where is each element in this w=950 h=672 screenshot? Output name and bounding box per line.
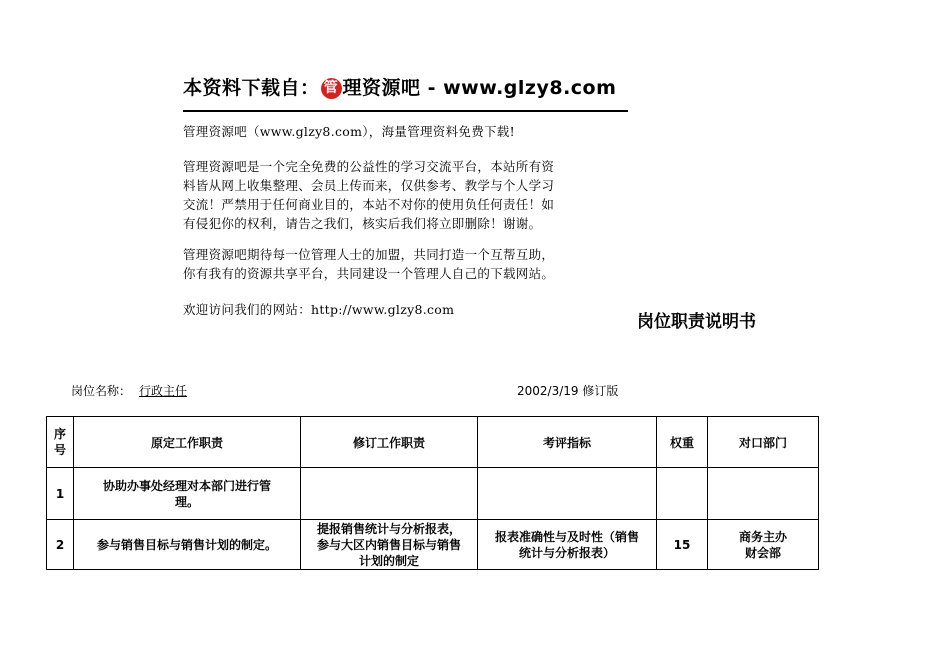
header-revised-duties: 修订工作职责	[301, 417, 478, 468]
intro-paragraph-4	[183, 300, 633, 319]
row-dept	[708, 468, 819, 520]
intro-line: 有侵犯你的权利，请告之我们，核实后我们将立即删除！谢谢。	[183, 216, 542, 231]
intro-website-line: 欢迎访问我们的网站：http://www.glzy8.com	[183, 302, 455, 317]
header-weight: 权重	[657, 417, 708, 468]
intro-line: 管理资源吧（www.glzy8.com），海量管理资料免费下载!	[183, 124, 515, 139]
intro-line: 管理资源吧是一个完全免费的公益性的学习交流平台，本站所有资	[183, 159, 555, 174]
banner-divider	[183, 110, 628, 112]
row-weight: 15	[657, 520, 708, 570]
row-no: 2	[47, 520, 74, 570]
row-revised-duty	[301, 468, 478, 520]
revision-label: 2002/3/19 修订版	[517, 384, 619, 398]
intro-line: 你有我有的资源共享平台，共同建设一个管理人自己的下载网站。	[183, 266, 555, 281]
intro-paragraph-2	[183, 157, 633, 233]
position-value: 行政主任	[139, 384, 188, 398]
header-kpi: 考评指标	[478, 417, 657, 468]
row-kpi	[478, 468, 657, 520]
intro-line: 料皆从网上收集整理、会员上传而来，仅供参考、教学与个人学习	[183, 178, 555, 193]
table-header-row	[47, 417, 819, 468]
document-title: 岗位职责说明书	[637, 312, 756, 332]
header-no: 序 号	[47, 417, 74, 468]
position-name-row	[71, 382, 199, 399]
row-dept: 商务主办 财会部	[708, 520, 819, 570]
intro-line: 交流！严禁用于任何商业目的，本站不对你的使用负任何责任！如	[183, 197, 555, 212]
row-original-duty: 参与销售目标与销售计划的制定。	[74, 520, 301, 570]
intro-line: 管理资源吧期待每一位管理人士的加盟，共同打造一个互帮互助，	[183, 247, 555, 262]
intro-paragraph-1	[183, 122, 633, 141]
site-logo-icon: 管	[321, 78, 342, 99]
row-weight	[657, 468, 708, 520]
row-kpi: 报表准确性与及时性（销售 统计与分析报表）	[478, 520, 657, 570]
banner-prefix: 本资料下载自：	[183, 77, 320, 99]
site-banner	[183, 70, 628, 112]
header-dept: 对口部门	[708, 417, 819, 468]
banner-suffix: 理资源吧 - www.glzy8.com	[342, 77, 617, 99]
table-row	[47, 468, 819, 520]
row-no: 1	[47, 468, 74, 520]
header-original-duties: 原定工作职责	[74, 417, 301, 468]
intro-paragraph-3	[183, 245, 633, 283]
row-original-duty: 协助办事处经理对本部门进行管 理。	[74, 468, 301, 520]
position-label: 岗位名称：	[71, 384, 132, 398]
banner-title	[183, 73, 616, 100]
duties-table	[46, 416, 819, 570]
row-revised-duty: 提报销售统计与分析报表， 参与大区内销售目标与销售 计划的制定	[301, 520, 478, 570]
table-row	[47, 520, 819, 570]
